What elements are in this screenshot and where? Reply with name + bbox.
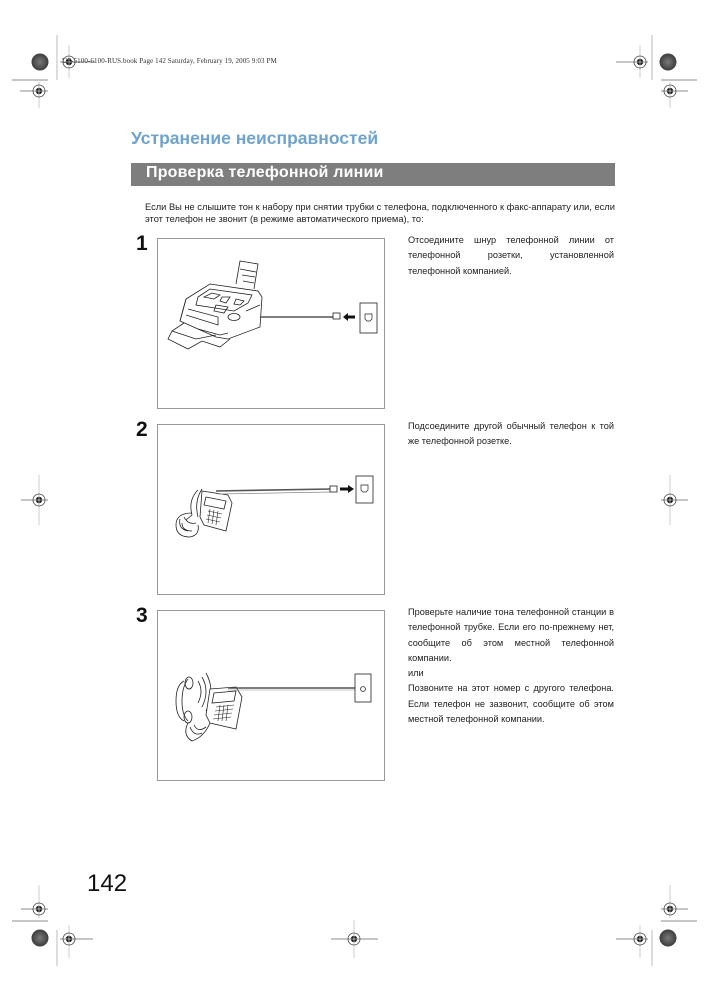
telephone-illustration bbox=[158, 425, 384, 594]
step-paragraph: Проверьте наличие тона телефонной станции в телефонной трубке. Если его по-прежнему нет, сообщите об этом местной телефонной компании. bbox=[408, 607, 614, 663]
fax-machine-illustration bbox=[158, 239, 384, 408]
step-paragraph: Позвоните на этот номер с другого телефона. Если телефон не зазвонит, сообщите об этом местной телефонной компании. bbox=[408, 683, 614, 725]
step-number: 3 bbox=[136, 604, 148, 627]
banner bbox=[131, 163, 615, 186]
step-text bbox=[408, 233, 614, 279]
step-text bbox=[408, 605, 614, 727]
ringing-telephone-illustration bbox=[158, 611, 384, 780]
step-paragraph: Подсоедините другой обычный телефон к той же телефонной розетке. bbox=[408, 421, 614, 447]
page-number: 142 bbox=[87, 870, 128, 897]
step-paragraph: Отсоедините шнур телефонной линии от телефонной розетки, установленной телефонной компанией. bbox=[408, 235, 614, 276]
step-number: 2 bbox=[136, 418, 148, 441]
figure-fax-disconnect bbox=[157, 238, 385, 409]
banner-title: Проверка телефонной линии bbox=[146, 164, 384, 181]
step-text bbox=[408, 419, 614, 450]
step-number: 1 bbox=[136, 232, 148, 255]
figure-phone-ringing bbox=[157, 610, 385, 781]
print-header: UF-5100-6100-RUS.book Page 142 Saturday, February 19, 2005 9:03 PM bbox=[62, 57, 277, 65]
section-title: Устранение неисправностей bbox=[131, 128, 379, 148]
intro-text: Если Вы не слышите тон к набору при снятии трубки с телефона, подключенного к факс-аппарату или, если этот телефон не звонит (в режиме автоматического приема), то: bbox=[145, 202, 615, 224]
step-paragraph-or: или bbox=[408, 668, 424, 679]
figure-phone-connect bbox=[157, 424, 385, 595]
